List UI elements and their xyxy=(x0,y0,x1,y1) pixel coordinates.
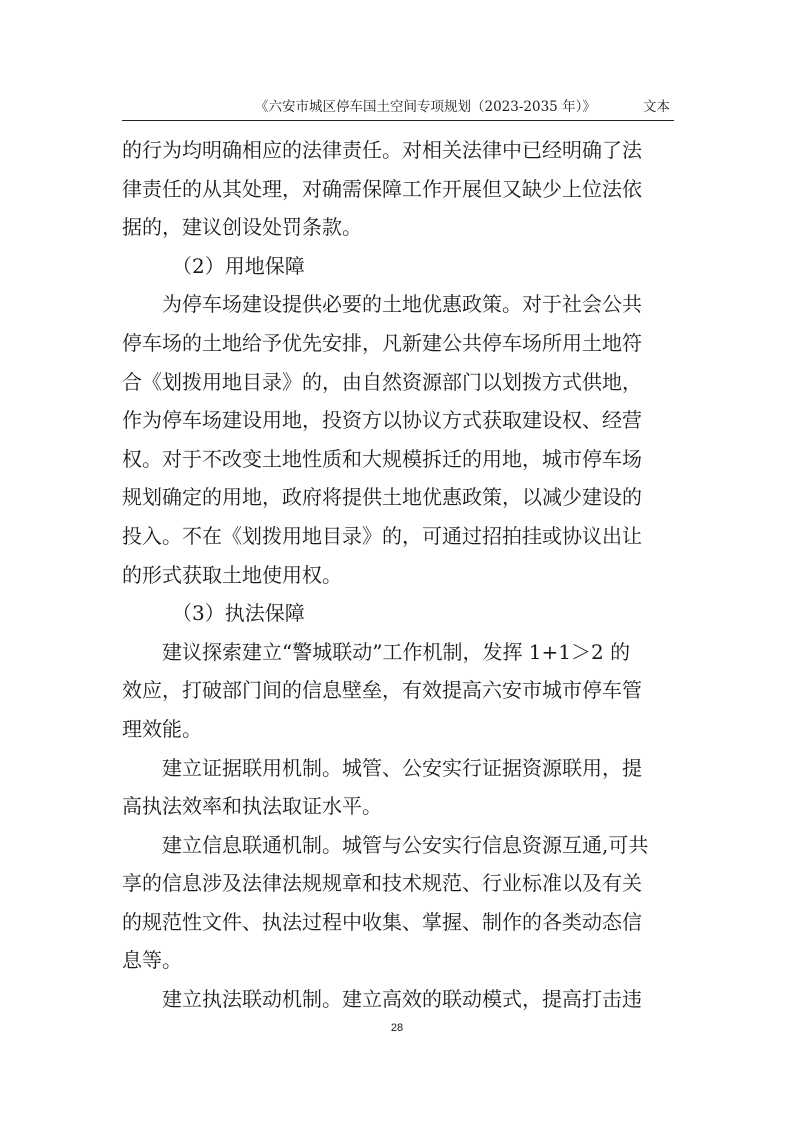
paragraph-start: 建立信息联通机制。城管与公安实行信息资源互通,可共 xyxy=(162,832,649,857)
text-line: 作为停车场建设用地，投资方以协议方式获取建设权、经营 xyxy=(122,408,642,433)
section-heading-land: （2）用地保障 xyxy=(172,253,305,278)
paragraph-start: 为停车场建设提供必要的土地优惠政策。对于社会公共 xyxy=(162,292,642,317)
text-line: 息等。 xyxy=(122,948,182,973)
text-line: 权。对于不改变土地性质和大规模拆迁的用地，城市停车场 xyxy=(122,446,642,471)
section-tag: 文本 xyxy=(643,99,670,115)
text-line: 律责任的从其处理，对确需保障工作开展但又缺少上位法依 xyxy=(122,176,642,201)
paragraph-start: 建议探索建立“警城联动”工作机制，发挥 1+1＞2 的 xyxy=(162,639,631,664)
paragraph-start: 建立执法联动机制。建立高效的联动模式，提高打击违 xyxy=(162,987,642,1012)
text-line: 停车场的土地给予优先安排，凡新建公共停车场所用土地符 xyxy=(122,330,642,355)
paragraph-start: 建立证据联用机制。城管、公安实行证据资源联用，提 xyxy=(162,755,642,780)
page-header xyxy=(122,92,674,121)
text-line: 合《划拨用地目录》的，由自然资源部门以划拨方式供地， xyxy=(122,369,642,394)
section-heading-enforcement: （3）执法保障 xyxy=(172,601,305,626)
text-line: 理效能。 xyxy=(122,716,202,741)
text-line: 规划确定的用地，政府将提供土地优惠政策，以减少建设的 xyxy=(122,485,642,510)
document-title: 《六安市城区停车国土空间专项规划（2023-2035 年）》 xyxy=(255,99,596,115)
text-line: 的形式获取土地使用权。 xyxy=(122,562,342,587)
text-line: 高执法效率和执法取证水平。 xyxy=(122,794,382,819)
text-line: 的行为均明确相应的法律责任。对相关法律中已经明确了法 xyxy=(122,138,642,162)
text-line: 据的，建议创设处罚条款。 xyxy=(122,215,362,240)
text-line: 投入。不在《划拨用地目录》的，可通过招拍挂或协议出让 xyxy=(122,523,642,548)
text-line: 效应，打破部门间的信息壁垒，有效提高六安市城市停车管 xyxy=(122,678,642,703)
body-text xyxy=(122,131,674,1019)
text-line: 的规范性文件、执法过程中收集、掌握、制作的各类动态信 xyxy=(122,909,642,934)
text-line: 享的信息涉及法律法规规章和技术规范、行业标准以及有关 xyxy=(122,871,642,896)
page-number: 28 xyxy=(390,1022,404,1034)
